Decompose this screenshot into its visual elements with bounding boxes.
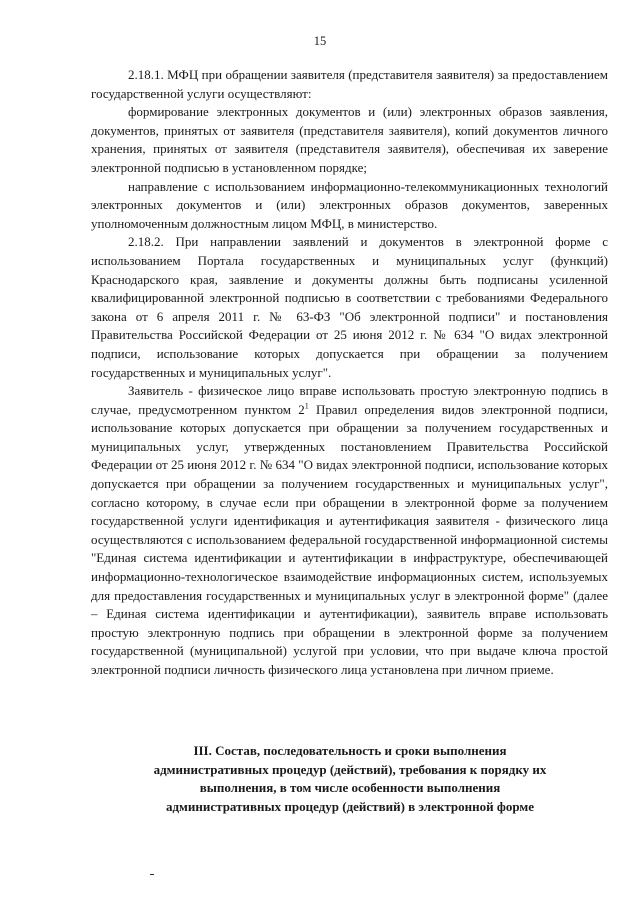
paragraph-forming-documents: формирование электронных документов и (или) электронных образов заявления, документов, принятых от заявителя (представителя заявителя), копий документов личного хранения, принятых от заявителя (представителя заявителя), обеспечивая их заверение электронной подписью в установленном порядке; (91, 104, 608, 175)
paragraph-simple-signature-part2: Правил определения видов электронной подписи, использование которых допускается при обращении за получением государственных и муниципальных услуг, утвержденных постановлением Правительства Российской Федерации от 25 июня 2012 г. № 634 "О видах электронной подписи, использование которых допускается при обращении за получением государственных и муниципальных услуг", согласно которому, в случае если при обращении в электронной форме за получением государственной услуги идентификация и аутентификация заявителя - физического лица осуществляются с использованием федеральной государственной информационной системы "Единая система идентификации и аутентификации в инфраструктуре, обеспечивающей информационно-технологическое взаимодействие информационных систем, используемых для предоставления государственных и муниципальных услуг в электронной форме" (далее – Единая система идентификации и аутентификации), заявитель вправе использовать простую электронную подпись при обращении в электронной форме за получением государственной (муниципальной) услугой при условии, что при выдаче ключа простой электронной подписи личность физического лица установлена при личном приеме. (91, 401, 608, 677)
section-heading-line-4: административных процедур (действий) в электронной форме (165, 798, 535, 814)
page-number: 15 (313, 34, 327, 48)
footnote-superscript: 1 (304, 401, 309, 411)
paragraph-simple-signature-part1: Заявитель - физическое лицо вправе использовать простую электронную подпись в случае, предусмотренном пунктом 2 (91, 383, 608, 417)
section-heading-line-2: административных процедур (действий), требования к порядку их (153, 761, 547, 777)
section-heading-line-3: выполнения, в том числе особенности выполнения (199, 780, 501, 796)
paragraph-sending-documents: направление с использованием информационно-телекоммуникационных технологий электронных документов и (или) электронных образов документов, заверенных уполномоченным должностным лицом МФЦ, в министерство. (91, 178, 608, 231)
section-heading-line-1: III. Состав, последовательность и сроки выполнения (193, 743, 507, 758)
scan-mark (150, 874, 154, 875)
paragraph-2-18-2: 2.18.2. При направлении заявлений и документов в электронной форме с использованием Портала государственных и муниципальных услуг (функций) Краснодарского края, заявление и документы должны быть подписаны усиленной квалифицированной электронной подписью в соответствии с требованиями Федерального закона от 6 апреля 2011 г. № 63-ФЗ "Об электронной подписи" и постановления Правительства Российской Федерации от 25 июня 2012 г. № 634 "О видах электронной подписи, использование которых допускается при обращении за получением государственных и муниципальных услуг". (91, 234, 608, 380)
paragraph-2-18-1: 2.18.1. МФЦ при обращении заявителя (представителя заявителя) за предоставлением государственной услуги осуществляют: (91, 67, 608, 101)
body-text (91, 66, 608, 680)
section-heading (120, 742, 580, 816)
paragraph-simple-signature (91, 382, 608, 680)
